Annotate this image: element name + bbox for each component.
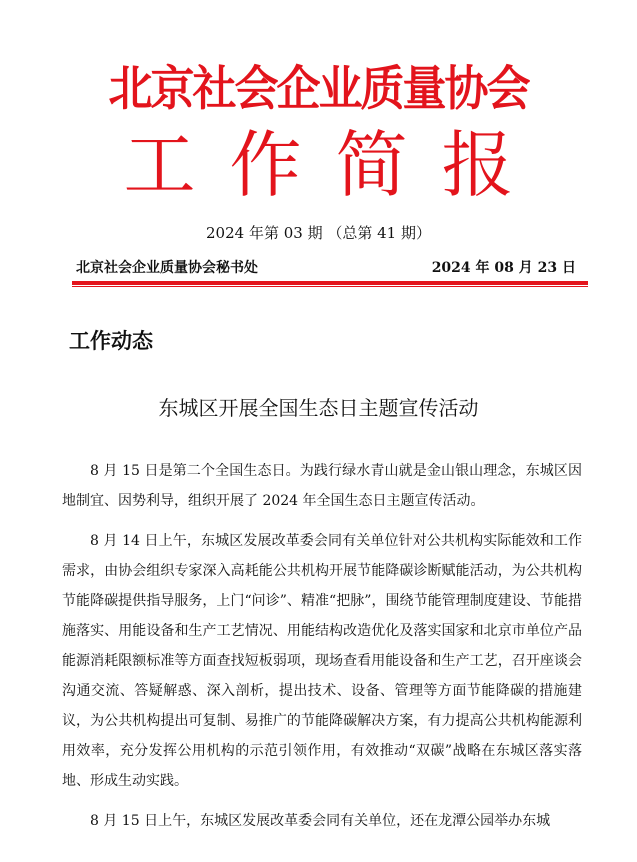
publisher-date-row bbox=[76, 258, 576, 278]
section-heading: 工作动态 bbox=[69, 329, 153, 353]
publisher-name: 北京社会企业质量协会秘书处 bbox=[76, 260, 258, 276]
publish-date: 2024 年 08 月 23 日 bbox=[431, 260, 576, 276]
article-paragraph: 8 月 15 日是第二个全国生态日。为践行绿水青山就是金山银山理念，东城区因地制宜、因势利导，组织开展了 2024 年全国生态日主题宣传活动。 bbox=[62, 463, 582, 509]
header-divider-thin bbox=[72, 286, 588, 287]
article-paragraph: 8 月 15 日上午，东城区发展改革委会同有关单位，还在龙潭公园举办东城 bbox=[90, 813, 551, 829]
issue-number: 2024 年第 03 期 （总第 41 期） bbox=[206, 224, 431, 242]
article-title: 东城区开展全国生态日主题宣传活动 bbox=[158, 396, 479, 420]
header-divider-thick bbox=[72, 281, 588, 285]
article-paragraph: 8 月 14 日上午，东城区发展改革委会同有关单位针对公共机构实际能效和工作需求，由协会组织专家深入高耗能公共机构开展节能降碳诊断赋能活动，为公共机构节能降碳提供指导服务，上门“问诊”、精准“把脉”，围绕节能管理制度建设、节能措施落实、用能设备和生产工艺情况、用能结构改造优化及落实国家和北京市单位产品能源消耗限额标准等方面查找短板弱项，现场查看用能设备和生产工艺，召开座谈会沟通交流、答疑解惑、深入剖析，提出技术、设备、管理等方面节能降碳的措施建议，为公共机构提出可复制、易推广的节能降碳解决方案，有力提高公共机构能源利用效率，充分发挥公用机构的示范引领作用，有效推动“双碳”战略在东城区落实落地、形成生动实践。 bbox=[62, 533, 582, 789]
masthead-bulletin-title: 工作简报 bbox=[123, 123, 548, 207]
masthead-organization-name: 北京社会企业质量协会 bbox=[108, 61, 529, 117]
article-body bbox=[62, 456, 582, 846]
